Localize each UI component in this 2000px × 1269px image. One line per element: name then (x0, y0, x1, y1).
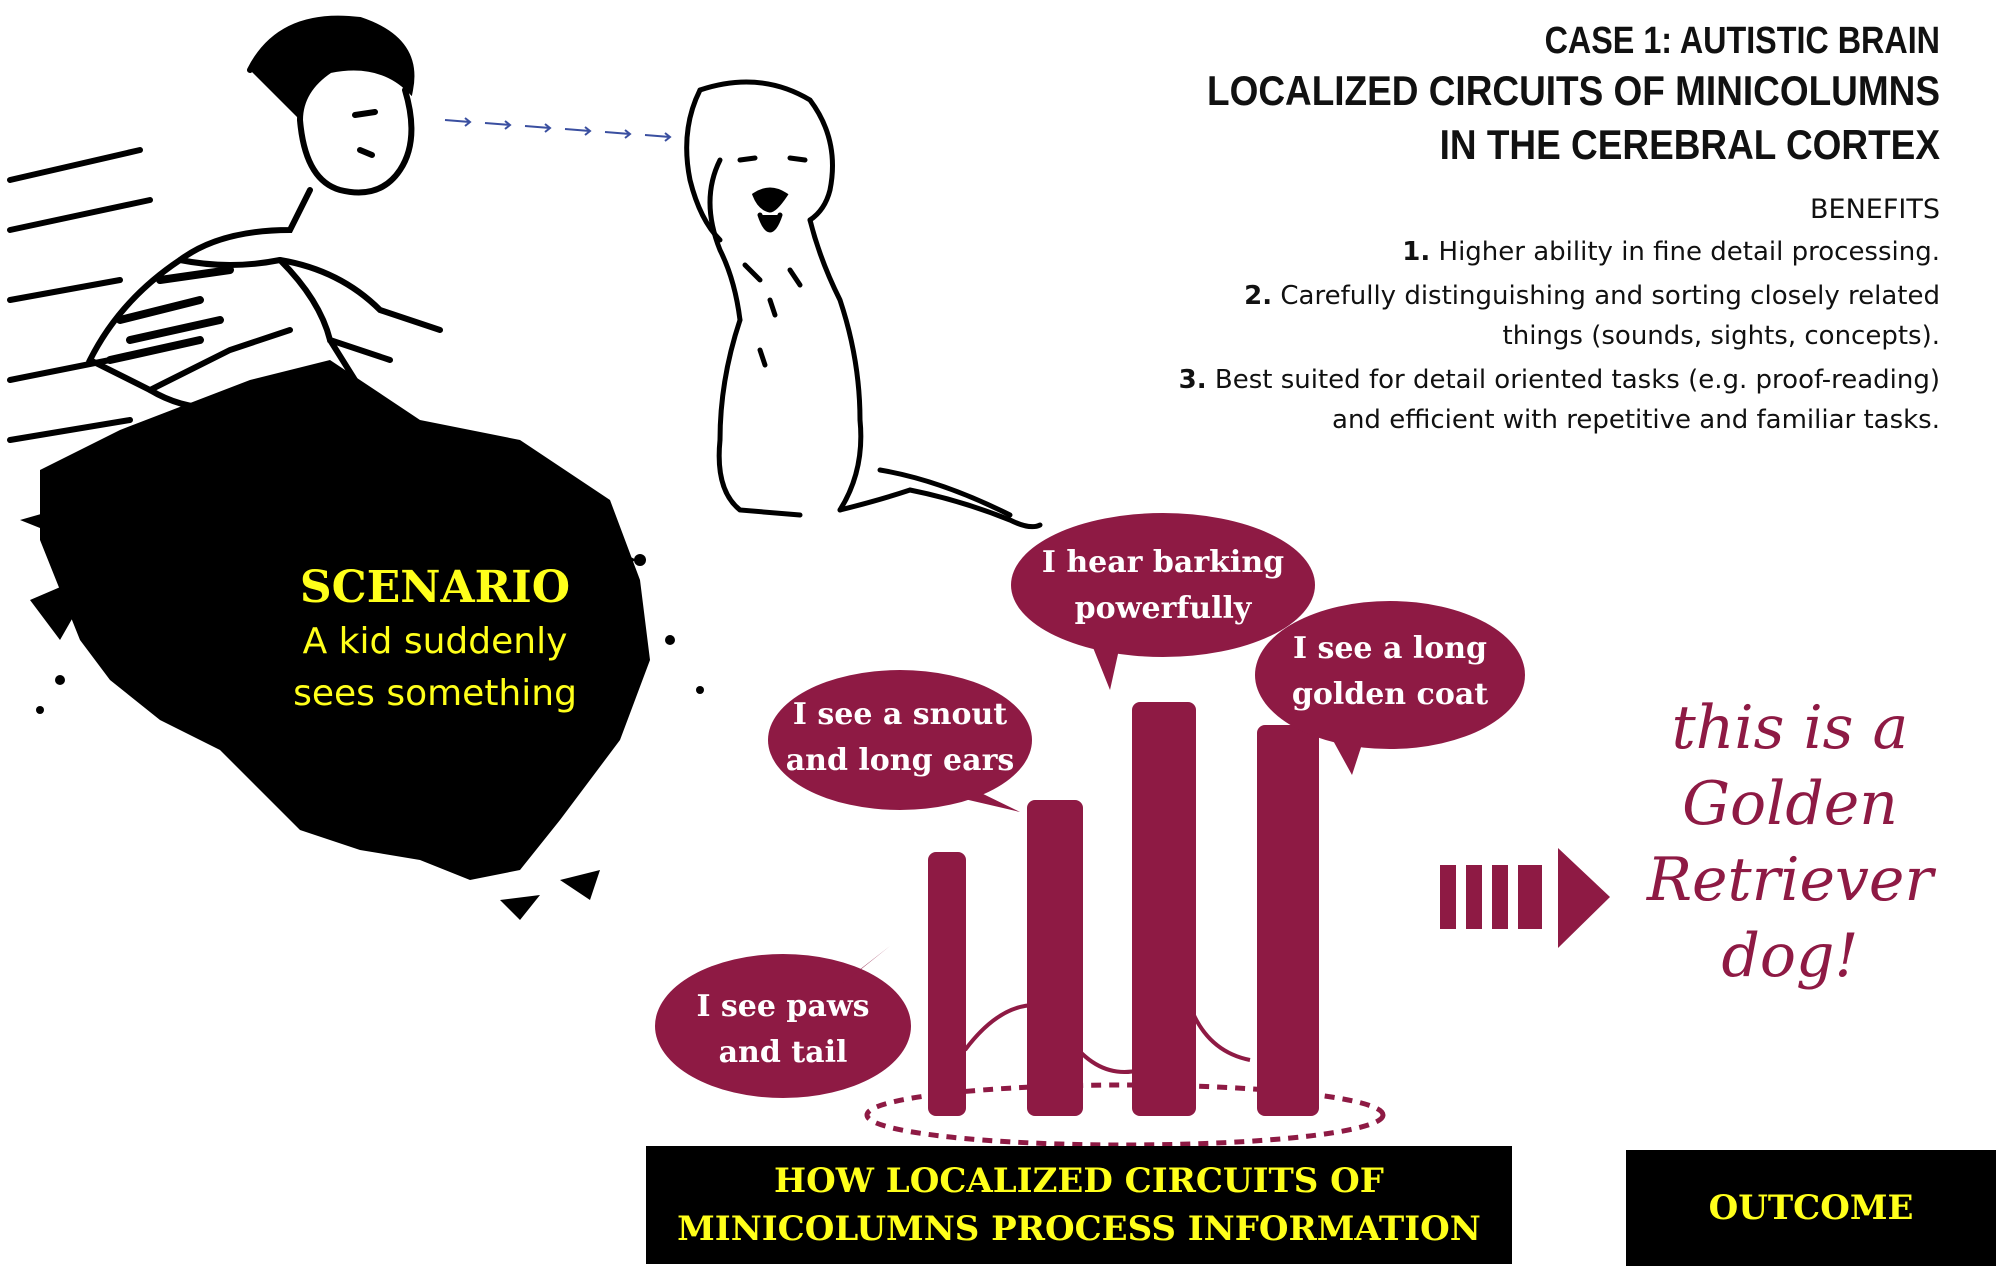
bubble-coat-line1: I see a long (1292, 631, 1488, 666)
bubble-paws (655, 946, 911, 1098)
gaze-arrows (445, 118, 670, 141)
benefit-2-number: 2. (1244, 281, 1273, 311)
benefit-3-line1: Best suited for detail oriented tasks (e.g. proof-reading) (1214, 365, 1940, 395)
scenario-line1: A kid suddenly (302, 621, 568, 662)
bubble-paws-line1: I see paws (696, 989, 870, 1024)
benefits-heading: BENEFITS (1810, 194, 1940, 225)
minicolumn-3 (1132, 702, 1196, 1116)
benefit-3-number: 3. (1178, 365, 1207, 395)
scenario-block (270, 560, 600, 720)
benefit-1-text: Higher ability in fine detail processing. (1438, 237, 1940, 267)
bubble-barking-line1: I hear barking (1041, 545, 1285, 580)
outcome-statement (1610, 690, 1970, 994)
outcome-line2: Golden (1682, 769, 1898, 839)
scenario-title: SCENARIO (299, 562, 571, 613)
minicolumn-2 (1027, 800, 1083, 1116)
outcome-line3: Retriever (1646, 845, 1934, 915)
benefit-2-line1: Carefully distinguishing and sorting closely related (1280, 281, 1940, 311)
circuit-connections (965, 990, 1250, 1072)
bubble-paws-line2: and tail (718, 1035, 848, 1070)
benefit-1-number: 1. (1402, 237, 1431, 267)
minicolumn-4 (1257, 725, 1319, 1116)
bubble-snout (768, 670, 1032, 812)
main-title-line2: IN THE CEREBRAL CORTEX (1439, 121, 1940, 168)
outcome-line1: this is a (1671, 693, 1909, 763)
outcome-label: OUTCOME (1626, 1150, 1996, 1266)
bubble-snout-line2: and long ears (785, 743, 1015, 778)
bubble-snout-line1: I see a snout (792, 697, 1008, 732)
minicolumn-1 (928, 852, 966, 1116)
outcome-line4: dog! (1721, 921, 1859, 991)
bubble-coat-line2: golden coat (1291, 677, 1489, 712)
benefit-2-line2: things (sounds, sights, concepts). (1502, 321, 1940, 351)
process-label (646, 1146, 1512, 1264)
bubble-barking-line2: powerfully (1074, 591, 1252, 626)
dog-illustration (687, 82, 1040, 527)
process-label-line2: MINICOLUMNS PROCESS INFORMATION (677, 1209, 1481, 1249)
scenario-line2: sees something (293, 673, 577, 714)
process-label-line1: HOW LOCALIZED CIRCUITS OF (774, 1161, 1384, 1201)
outcome-arrow-icon (1440, 848, 1610, 948)
main-title-line1: LOCALIZED CIRCUITS OF MINICOLUMNS (1207, 67, 1940, 114)
benefit-3-line2: and efficient with repetitive and familiar tasks. (1332, 405, 1940, 435)
case-title: CASE 1: AUTISTIC BRAIN (1544, 20, 1940, 62)
